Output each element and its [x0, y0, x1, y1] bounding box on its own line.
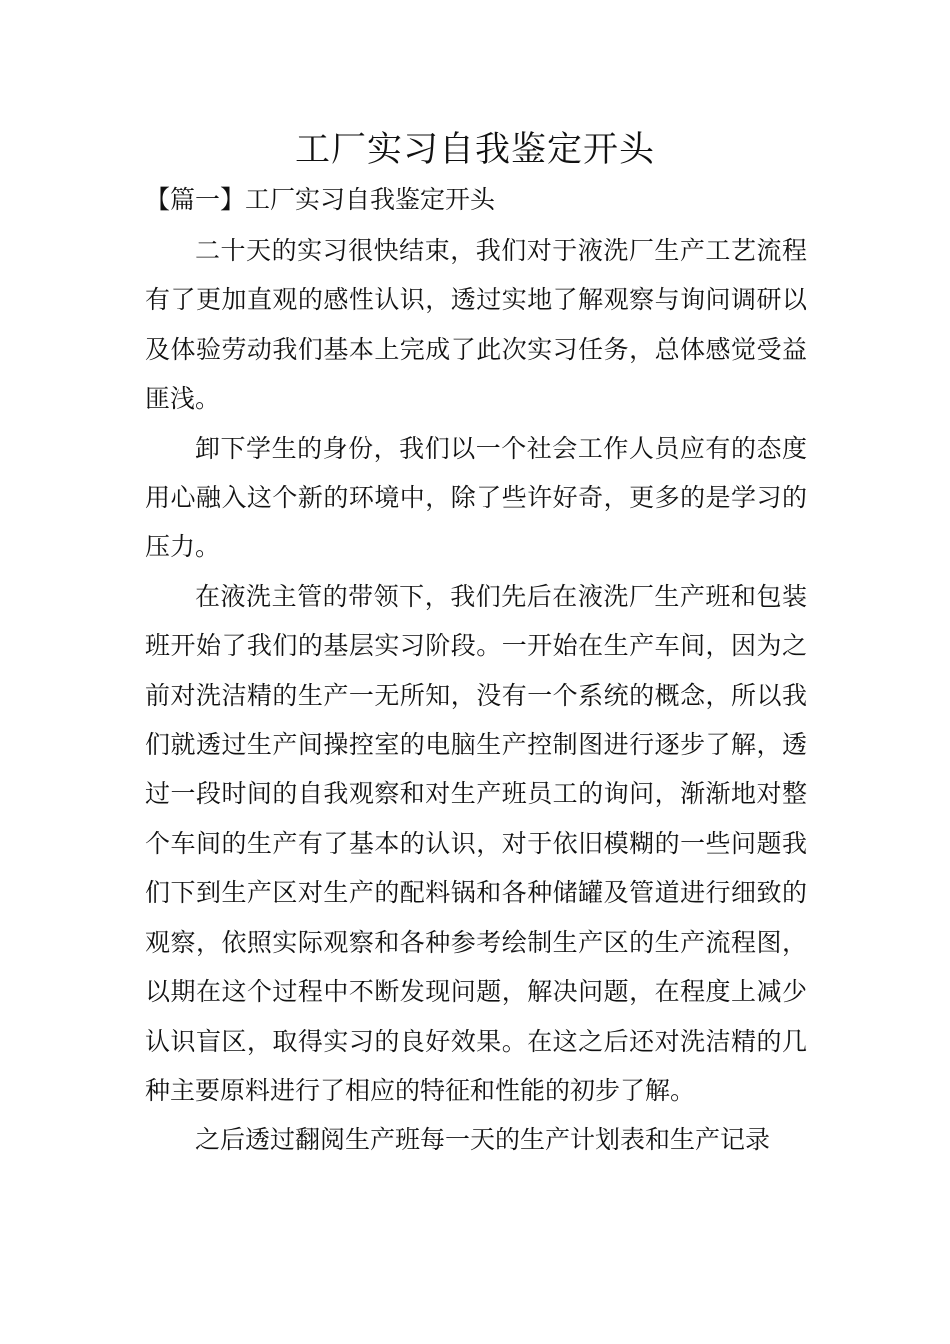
document-title: 工厂实习自我鉴定开头: [294, 130, 655, 170]
paragraph-1: 二十天的实习很快结束，我们对于液洗厂生产工艺流程有了更加直观的感性认识，透过实地了解观察与询问调研以及体验劳动我们基本上完成了此次实习任务，总体感觉受益匪浅。: [145, 236, 807, 414]
document-body: [145, 226, 807, 1165]
paragraph-4: 之后透过翻阅生产班每一天的生产计划表和生产记录: [195, 1125, 771, 1155]
paragraph-2: 卸下学生的身份，我们以一个社会工作人员应有的态度用心融入这个新的环境中，除了些许好奇，更多的是学习的压力。: [145, 433, 807, 562]
paragraph-3: 在液洗主管的带领下，我们先后在液洗厂生产班和包装班开始了我们的基层实习阶段。一开始在生产车间，因为之前对洗洁精的生产一无所知，没有一个系统的概念，所以我们就透过生产间操控室的电脑生产控制图进行逐步了解，透过一段时间的自我观察和对生产班员工的询问，渐渐地对整个车间的生产有了基本的认识，对于依旧模糊的一些问题我们下到生产区对生产的配料锅和各种储罐及管道进行细致的观察，依照实际观察和各种参考绘制生产区的生产流程图，以期在这个过程中不断发现问题，解决问题，在程度上减少认识盲区，取得实习的良好效果。在这之后还对洗洁精的几种主要原料进行了相应的特征和性能的初步了解。: [145, 581, 807, 1105]
section-heading: 【篇一】工厂实习自我鉴定开头: [145, 185, 496, 214]
